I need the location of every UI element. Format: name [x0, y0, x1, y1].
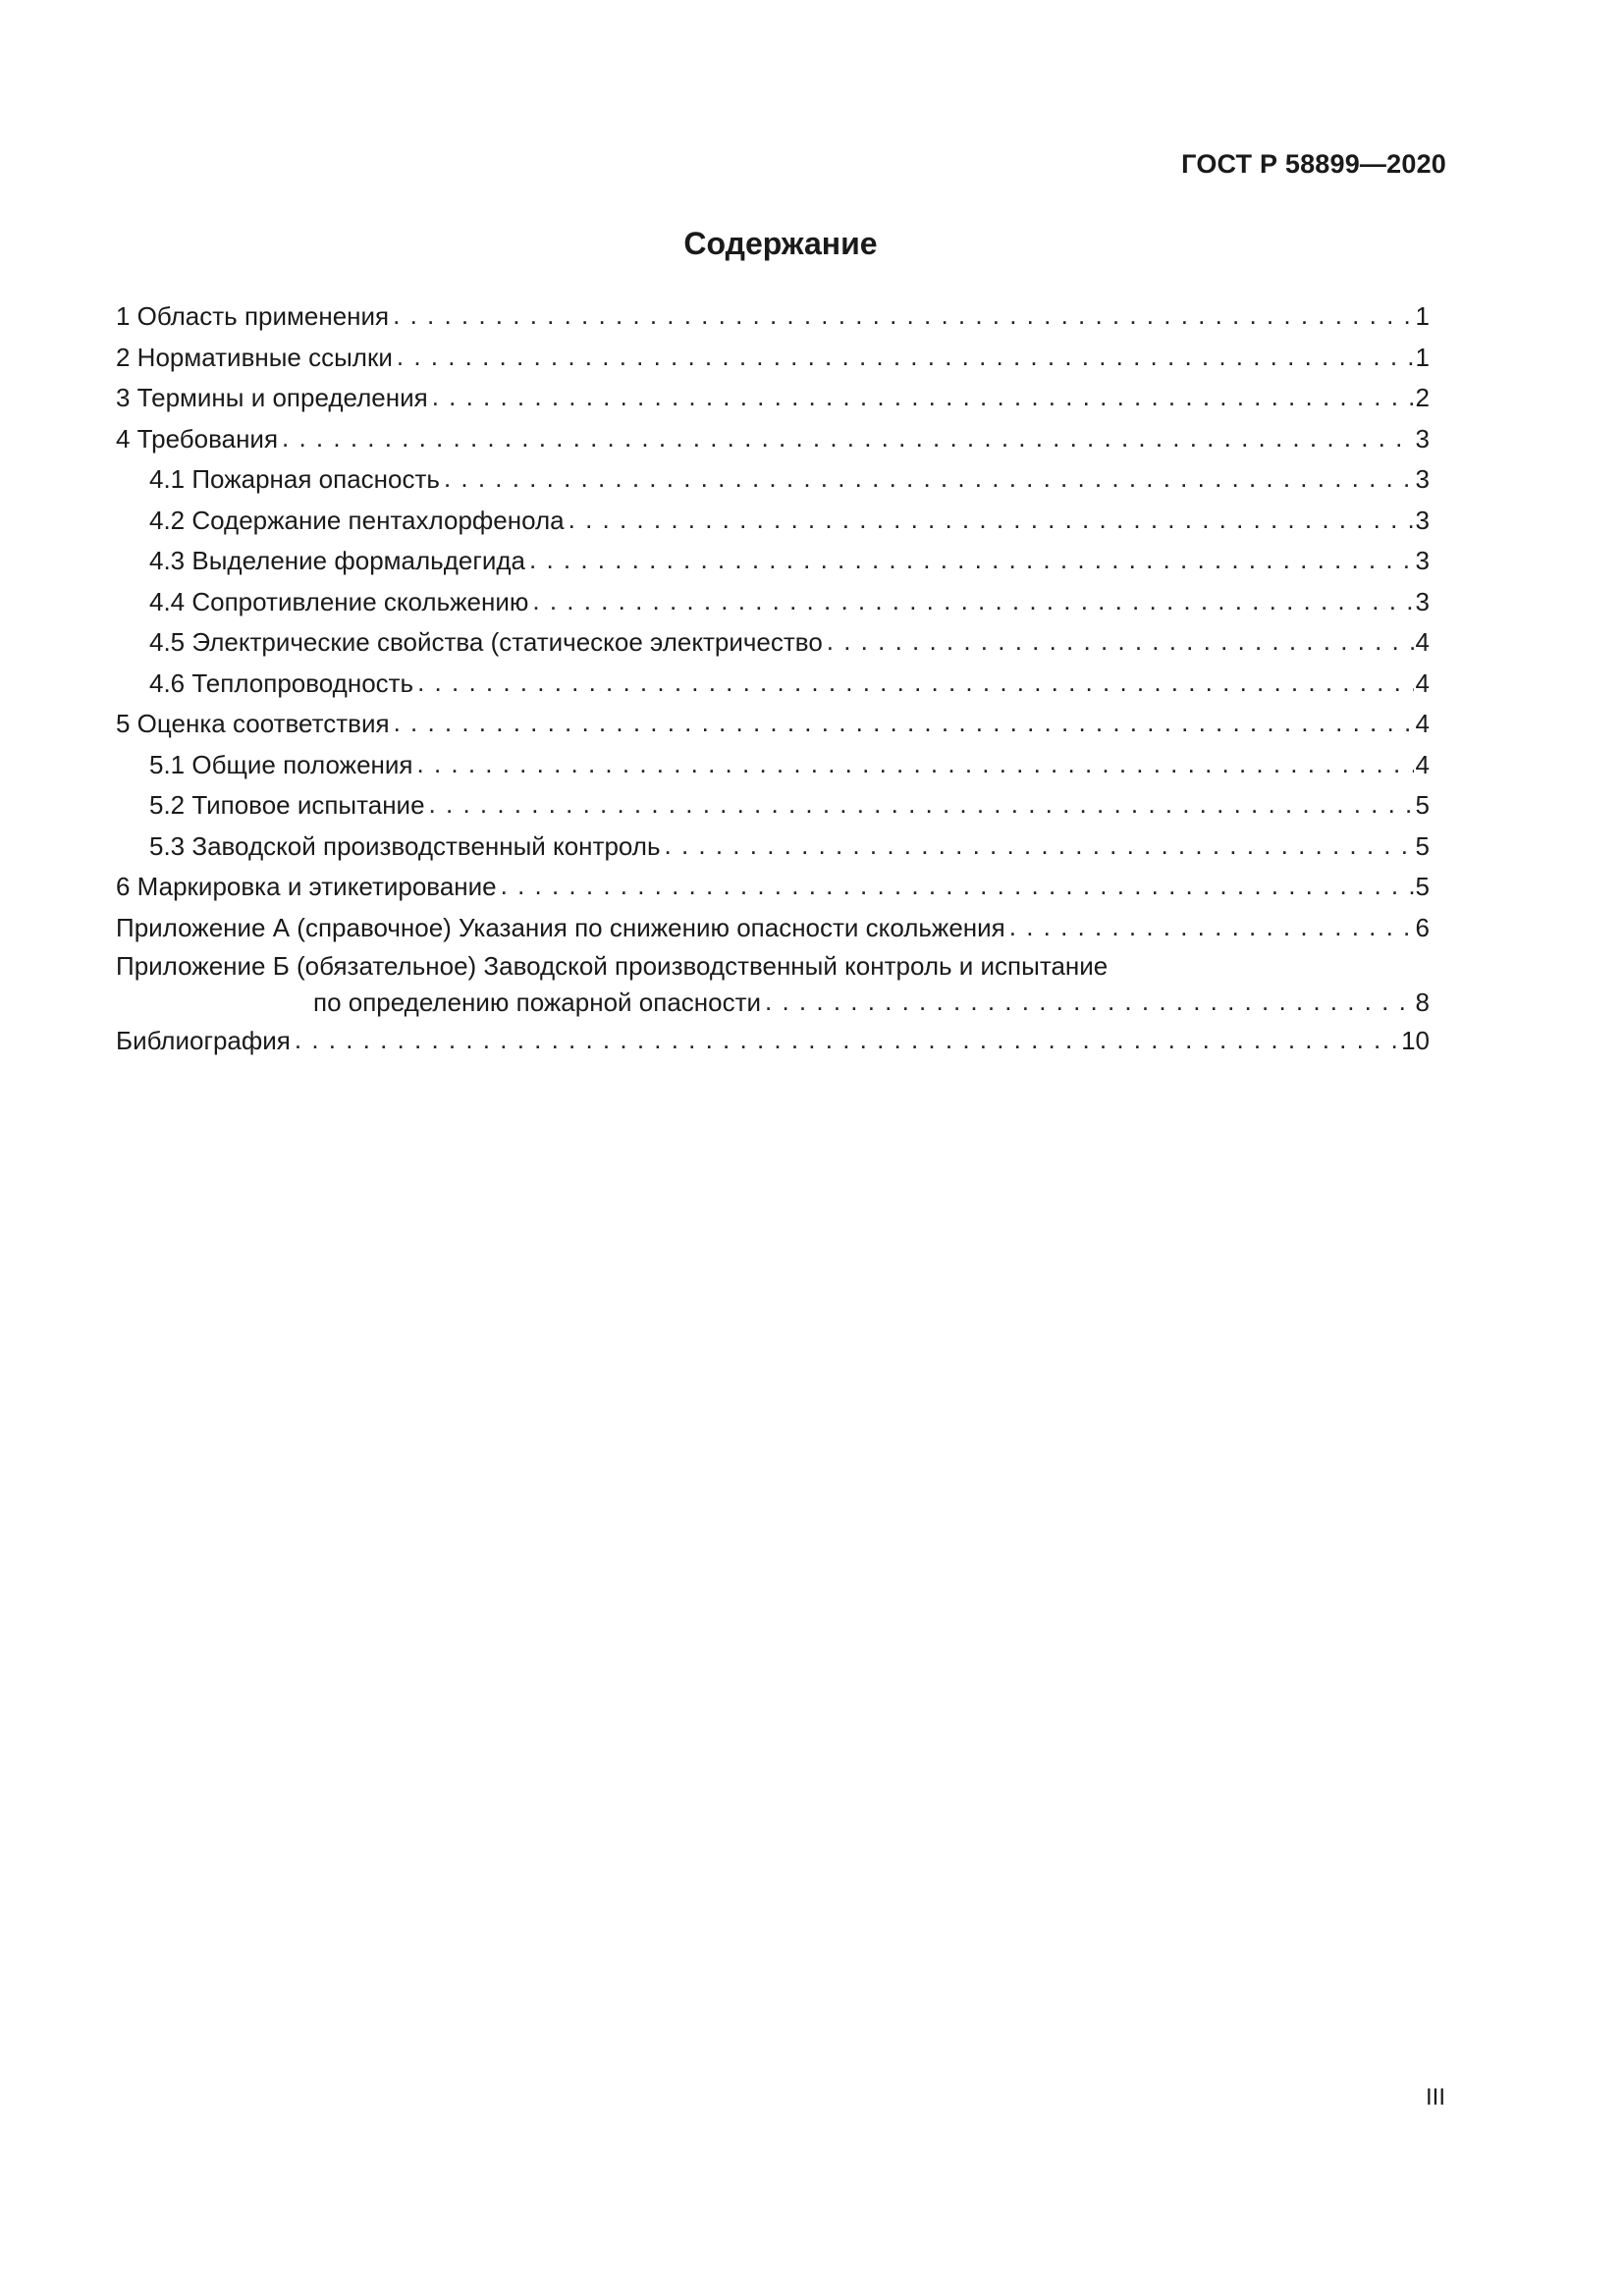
toc-entry-title: 4.2 Содержание пентахлорфенола: [149, 505, 565, 535]
toc-entry-page: 6: [1415, 912, 1430, 942]
toc-leader-dots: [1009, 907, 1414, 948]
toc-entry-title: 3 Термины и определения: [116, 383, 428, 412]
toc-leader-dots: [501, 866, 1414, 907]
toc-entry-page: 4: [1415, 627, 1430, 657]
toc-entry-title: 4.5 Электрические свойства (статическое электричество: [149, 627, 823, 657]
toc-entry-page: 8: [1415, 988, 1430, 1017]
toc-entry[interactable]: [116, 867, 1430, 908]
toc-leader-dots: [529, 540, 1414, 581]
toc-leader-dots: [429, 784, 1414, 826]
toc-entry[interactable]: [116, 785, 1430, 827]
toc-entry-title: 1 Область применения: [116, 301, 390, 331]
toc-leader-dots: [417, 744, 1414, 785]
toc-list: [116, 296, 1430, 1062]
toc-entry-page: 4: [1415, 749, 1430, 779]
toc-entry-page: 4: [1415, 709, 1430, 738]
toc-entry-title-continuation: по определению пожарной опасности: [313, 988, 762, 1017]
toc-entry[interactable]: [116, 622, 1430, 664]
toc-entry-title: Приложение А (справочное) Указания по снижению опасности скольжения: [116, 912, 1005, 942]
toc-entry-title: 4.4 Сопротивление скольжению: [149, 586, 529, 616]
toc-entry-title: 5.2 Типовое испытание: [149, 790, 425, 820]
toc-entry-page: 10: [1401, 1026, 1430, 1055]
toc-entry-page: 5: [1415, 830, 1430, 861]
toc-leader-dots: [432, 377, 1414, 418]
toc-entry-title: 4 Требования: [116, 423, 279, 454]
toc-entry-title: 4.3 Выделение формальдегида: [149, 546, 525, 575]
toc-entry-continuation[interactable]: [116, 985, 1430, 1021]
toc-entry[interactable]: [116, 541, 1430, 582]
toc-entry[interactable]: [116, 1021, 1430, 1062]
toc-entry-page: 3: [1415, 546, 1430, 575]
toc-entry[interactable]: [116, 745, 1430, 786]
toc-leader-dots: [417, 663, 1413, 704]
toc-entry-title: 4.6 Теплопроводность: [149, 667, 414, 698]
toc-leader-dots: [393, 295, 1413, 337]
toc-heading: Содержание: [683, 226, 878, 261]
toc-entry[interactable]: [116, 501, 1430, 542]
toc-entry-page: 5: [1415, 872, 1430, 901]
toc-entry-page: 5: [1415, 790, 1430, 820]
toc-entry[interactable]: [116, 338, 1430, 379]
toc-leader-dots: [295, 1020, 1399, 1061]
toc-entry-title: 5.1 Общие положения: [149, 749, 413, 779]
page-number: III: [1425, 2084, 1445, 2110]
toc-entry[interactable]: [116, 582, 1430, 623]
toc-leader-dots: [532, 581, 1413, 622]
toc-entry-title: Библиография: [116, 1026, 291, 1055]
toc-entry-page: 2: [1415, 383, 1430, 412]
toc-entry[interactable]: [116, 664, 1430, 705]
toc-entry-title: 5 Оценка соответствия: [116, 709, 390, 738]
toc-entry[interactable]: [116, 378, 1430, 419]
toc-leader-dots: [568, 500, 1414, 541]
toc-leader-dots: [665, 826, 1414, 867]
toc-entry[interactable]: [116, 908, 1430, 949]
toc-entry[interactable]: [116, 827, 1430, 868]
toc-entry[interactable]: [116, 948, 1430, 985]
toc-entry-page: 1: [1415, 342, 1430, 372]
toc-entry-page: 1: [1415, 301, 1430, 331]
toc-entry-page: 3: [1415, 586, 1430, 616]
toc-leader-dots: [765, 984, 1414, 1020]
toc-entry-title: 2 Нормативные ссылки: [116, 342, 393, 372]
toc-entry[interactable]: [116, 296, 1430, 338]
toc-entry-page: 4: [1415, 667, 1430, 698]
toc-entry-title: 4.1 Пожарная опасность: [149, 464, 440, 494]
document-code: ГОСТ Р 58899—2020: [1181, 149, 1446, 179]
toc-leader-dots: [397, 337, 1414, 378]
toc-entry[interactable]: [116, 704, 1430, 745]
toc-entry-title: Приложение Б (обязательное) Заводской производственный контроль и испытание: [116, 951, 1109, 981]
toc-entry-page: 3: [1415, 505, 1430, 535]
toc-entry[interactable]: [116, 419, 1430, 460]
toc-entry-title: 6 Маркировка и этикетирование: [116, 872, 497, 901]
toc-entry-page: 3: [1415, 423, 1430, 454]
toc-leader-dots: [282, 418, 1414, 459]
toc-entry-page: 3: [1415, 464, 1430, 494]
toc-leader-dots: [444, 458, 1414, 500]
toc-leader-dots: [827, 621, 1414, 663]
toc-entry[interactable]: [116, 459, 1430, 501]
toc-leader-dots: [394, 703, 1414, 744]
toc-entry-title: 5.3 Заводской производственный контроль: [149, 830, 661, 861]
